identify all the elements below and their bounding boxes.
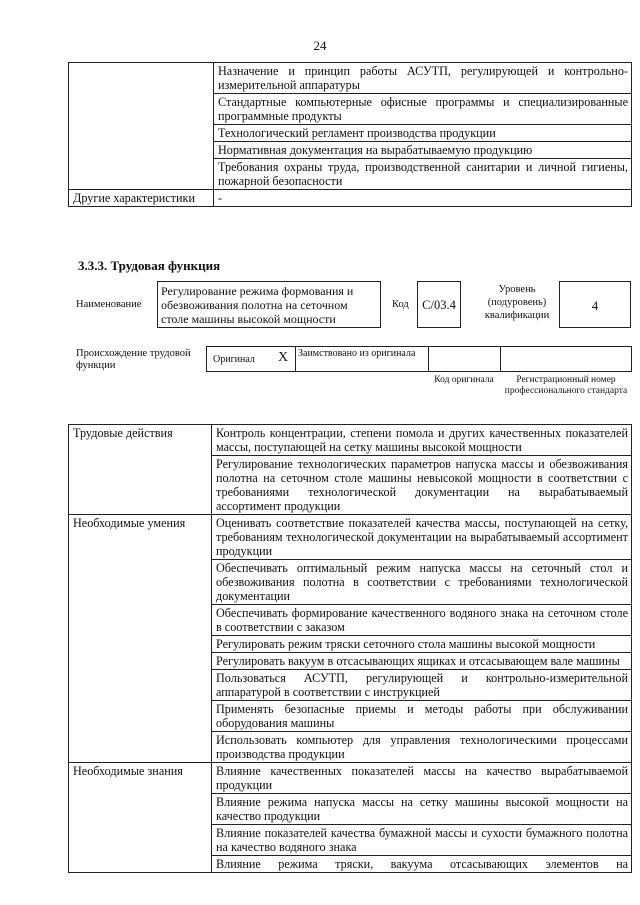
- table-cell: Обеспечивать оптимальный режим напуска массы на сеточный стол и обезвоживания полотна в соответствии с требованиями технологической документации: [212, 560, 632, 605]
- reg-number-cell: [500, 346, 632, 372]
- table-cell: Оценивать соответствие показателей качества массы, поступающей на сетку, требованиям технологической документации на вырабатываемый ассортимент продукции: [212, 515, 632, 560]
- table-cell: Обеспечивать формирование качественного водяного знака на сеточном столе в соответствии с заказом: [212, 605, 632, 636]
- borrowed-cell: [295, 346, 428, 372]
- table-cell: Пользоваться АСУТП, регулирующей и контрольно-измерительной аппаратурой в соответствии с инструкцией: [212, 670, 632, 701]
- table-cell: Назначение и принцип работы АСУТП, регулирующей и контрольно-измерительной аппаратуры: [214, 63, 632, 94]
- table-cell: Влияние режима тряски, вакуума отсасывающих элементов на: [212, 856, 632, 873]
- original-label: Оригинал: [213, 354, 255, 365]
- table-cell: Регулировать режим тряски сеточного стола машины высокой мощности: [212, 636, 632, 653]
- original-cell: [206, 346, 295, 372]
- table-cell: Применять безопасные приемы и методы работы при обслуживании оборудования машины: [212, 701, 632, 732]
- section-title: 3.3.3. Трудовая функция: [78, 258, 221, 273]
- code-original-caption: Код оригинала: [434, 375, 494, 385]
- name-label: Наименование: [76, 299, 142, 310]
- row-label-skills: Необходимые умения: [69, 515, 212, 763]
- table-cell: Использовать компьютер для управления технологическими процессами производства продукции: [212, 732, 632, 763]
- code-original-cell: [428, 346, 500, 372]
- table-cell: Технологический регламент производства продукции: [214, 125, 632, 142]
- table-cell: Регулировать вакуум в отсасывающих ящиках и отсасывающем вале машины: [212, 653, 632, 670]
- table-cell: Влияние показателей качества бумажной массы и сухости бумажного полотна на качество водяного знака: [212, 825, 632, 856]
- table-cell: Требования охраны труда, производственной санитарии и личной гигиены, пожарной безопасности: [214, 159, 632, 190]
- table-cell: Регулирование технологических параметров напуска массы и обезвоживания полотна на сеточном столе машины невысокой мощности в соответствии с требованиями технологической документации на вырабатываемый ассортимент продукции: [212, 456, 632, 515]
- original-mark: X: [278, 350, 289, 365]
- table-cell: -: [214, 190, 632, 207]
- borrowed-label: Заимствовано из оригинала: [298, 348, 416, 359]
- row-label-actions: Трудовые действия: [69, 425, 212, 515]
- function-name: Регулирование режима формования и обезвоживания полотна на сеточном столе машины высокой мощности: [157, 281, 381, 328]
- row-label-knowledge: Необходимые знания: [69, 763, 212, 873]
- qualification-level: 4: [559, 281, 631, 328]
- table-cell: Влияние режима напуска массы на сетку машины высокой мощности на качество продукции: [212, 794, 632, 825]
- table-cell: Стандартные компьютерные офисные программы и специализированные программные продукты: [214, 94, 632, 125]
- row-label-empty: [69, 63, 214, 190]
- table-cell: Нормативная документация на вырабатываемую продукцию: [214, 142, 632, 159]
- knowledge-table-continued: [68, 62, 632, 207]
- reg-number-caption: Регистрационный номер профессионального стандарта: [504, 375, 628, 396]
- code-label: Код: [392, 299, 409, 310]
- table-cell: Контроль концентрации, степени помола и других качественных показателей массы, поступающей на сетку машины высокой мощности: [212, 425, 632, 456]
- function-code: С/03.4: [417, 281, 461, 328]
- origin-row: [206, 346, 632, 372]
- page-number: 24: [313, 38, 327, 53]
- level-label: Уровень (подуровень) квалификации: [484, 284, 550, 321]
- row-label-other: Другие характеристики: [69, 190, 214, 207]
- table-cell: Влияние качественных показателей массы на качество вырабатываемой продукции: [212, 763, 632, 794]
- origin-label: Происхождение трудовой функции: [76, 348, 191, 371]
- function-details-table: [68, 424, 632, 873]
